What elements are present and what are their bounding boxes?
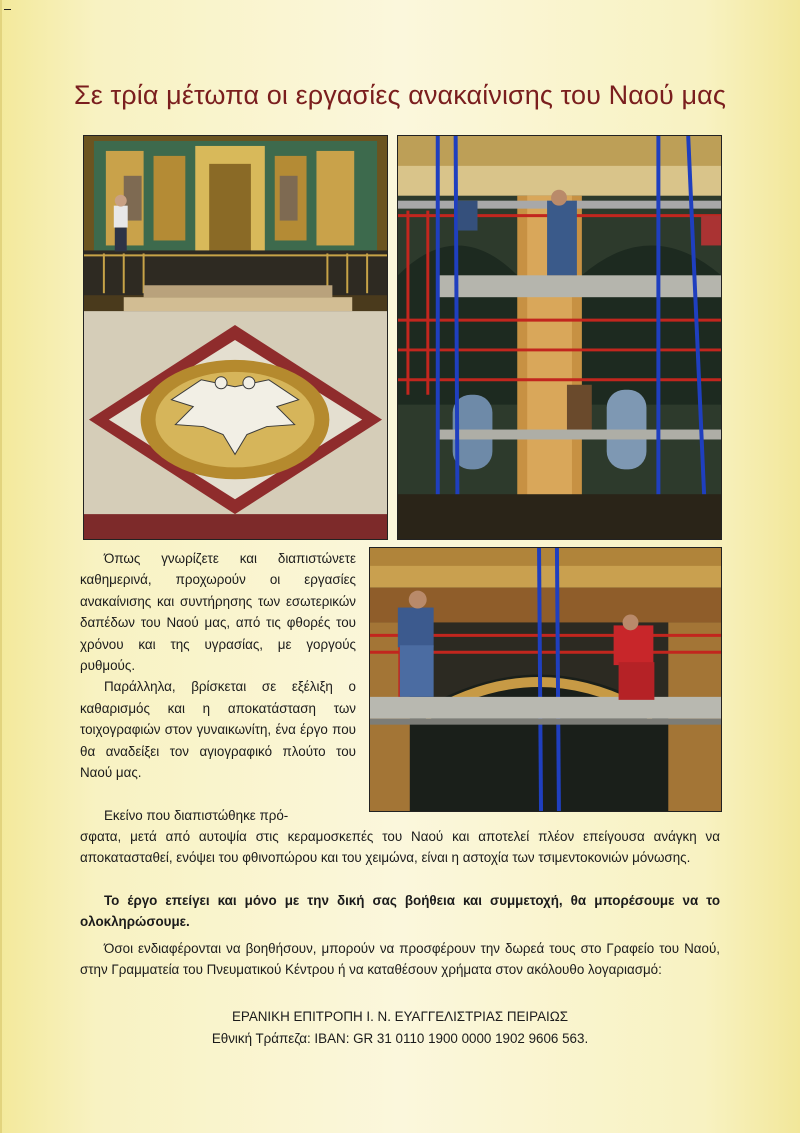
scaffolding-photo <box>397 135 722 540</box>
donation-paragraph <box>80 938 720 981</box>
paragraph-roof-start: Εκείνο που διαπιστώθηκε πρό- <box>104 808 289 823</box>
paragraph-roof-text: σφατα, μετά από αυτοψία στις κεραμοσκεπές του Ναού και αποτελεί πλέον επείγουσα ανάγκη να αποκατασταθεί, ενόψει του φθινοπώρου και του χειμώνα, είναι η αστοχία των τσιμεντοκονιών μόνωσης. <box>80 829 720 866</box>
paragraph-floors: Όπως γνωρίζετε και διαπιστώνετε καθημερινά, προχωρούν οι εργασίες ανακαίνισης και συντήρησης των εσωτερικών δαπέδων του Ναού μας, από τις φθορές του χρόνου και της υγρασίας, με γοργούς ρυθμούς. <box>80 551 356 674</box>
appeal-paragraph <box>80 890 720 933</box>
bank-iban: Εθνική Τράπεζα: IBAN: GR 31 0110 1900 0000 1902 9606 563. <box>211 1031 589 1046</box>
intro-column <box>80 548 356 783</box>
account-holder: ΕΡΑΝΙΚΗ ΕΠΙΤΡΟΠΗ Ι. Ν. ΕΥΑΓΓΕΛΙΣΤΡΙΑΣ ΠΕΙΡΑΙΩΣ <box>231 1009 569 1024</box>
appeal-text: Το έργο επείγει και μόνο με την δική σας βοήθεια και συμμετοχή, θα μπορέσουμε να το ολοκληρώσουμε. <box>80 893 720 930</box>
page-edge <box>0 0 2 1133</box>
paragraph-frescoes: Παράλληλα, βρίσκεται σε εξέλιξη ο καθαρισμός και η αποκατάσταση των τοιχογραφιών στον γυναικωνίτη, ένα έργο που θα αναδείξει τον αγιογραφικό πλούτο του Ναού μας. <box>80 679 356 781</box>
crop-mark <box>4 9 11 10</box>
floor-mosaic-photo <box>83 135 388 540</box>
paragraph-roof <box>80 826 720 869</box>
page-title: Σε τρία μέτωπα οι εργασίες ανακαίνισης του Ναού μας <box>74 80 726 110</box>
donation-text: Όσοι ενδιαφέρονται να βοηθήσουν, μπορούν να προσφέρουν την δωρεά τους στο Γραφείο του Ναού, στην Γραμματεία του Πνευματικού Κέντρου ή να καταθέσουν χρήματα στον ακόλουθο λογαριασμό: <box>80 941 720 978</box>
workers-scaffold-photo <box>369 547 722 812</box>
